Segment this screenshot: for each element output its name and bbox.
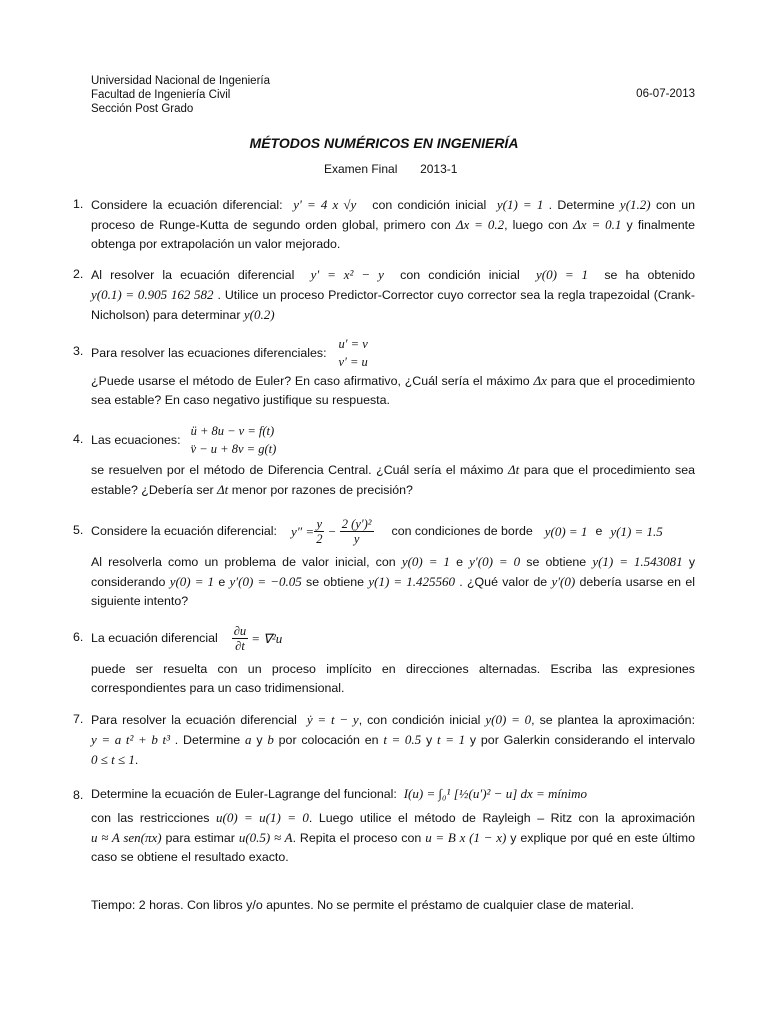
- question-4: [73, 420, 695, 495]
- equation: u = B x (1 − x): [425, 830, 507, 845]
- equation-system: [339, 335, 368, 371]
- question-number: 6.: [73, 630, 84, 644]
- equation: Δx = 0.1: [573, 217, 622, 232]
- text: se resuelven por el método de Diferencia Central. ¿Cuál sería el máximo: [91, 463, 504, 477]
- text: por colocación en: [278, 733, 379, 747]
- faculty-name: Facultad de Ingeniería Civil: [91, 89, 231, 101]
- equation: y(1.2): [619, 197, 651, 212]
- text: para que el procedimiento sea estable? ¿Debería ser: [91, 463, 695, 497]
- equation: u ≈ A sen(πx): [91, 830, 162, 845]
- section-name: Sección Post Grado: [91, 103, 194, 115]
- text: .: [134, 753, 139, 767]
- text: La ecuación diferencial: [91, 630, 218, 645]
- question-text: [91, 195, 695, 254]
- text: Para resolver la ecuación diferencial: [91, 713, 297, 727]
- equation: t = 1: [437, 732, 466, 747]
- question-text: [91, 512, 695, 611]
- text: Al resolver la ecuación diferencial: [91, 268, 295, 282]
- text: se ha obtenido: [604, 268, 695, 282]
- equation: y(0.2): [243, 307, 275, 322]
- equation: I(u) = ∫₀¹ [½(u′)² − u] dx = mínimo: [403, 786, 588, 801]
- question-1: [73, 195, 695, 255]
- text: , se plantea la aproximación:: [531, 713, 696, 727]
- equation: y(0) = 1: [544, 523, 588, 539]
- minus-sign: −: [328, 523, 336, 539]
- question-6: [73, 620, 695, 695]
- exam-date: 06-07-2013: [636, 88, 695, 100]
- fraction-numerator: y: [314, 517, 324, 532]
- text: y considerando: [91, 555, 696, 589]
- equation: u(0) = u(1) = 0: [216, 810, 309, 825]
- text: . Determine: [548, 198, 615, 212]
- fraction-denominator: ∂t: [235, 638, 245, 653]
- exam-subtitle: [324, 162, 457, 176]
- equation: ü + 8u − v = f(t): [190, 424, 275, 438]
- equation: y(1) = 1.543081: [592, 554, 683, 569]
- text: debería usarse en el siguiente intento?: [91, 575, 695, 608]
- equation: y(1) = 1.5: [610, 523, 663, 539]
- question-5: [73, 512, 695, 612]
- question-intro: [91, 620, 695, 656]
- text: menor por razones de precisión?: [231, 483, 413, 497]
- fraction-numerator: 2 (y′)²: [341, 516, 372, 531]
- question-2: [73, 265, 695, 325]
- text: se obtiene: [306, 575, 365, 589]
- text: Las ecuaciones:: [91, 432, 181, 447]
- equation: y' = 4 x √y: [293, 197, 357, 212]
- question-number: 7.: [73, 712, 84, 726]
- text: y finalmente obtenga por extrapolación un valor mejorado.: [91, 218, 695, 251]
- text: e: [456, 555, 463, 569]
- equation: y = a t² + b t³: [91, 732, 170, 747]
- footer-note: Tiempo: 2 horas. Con libros y/o apuntes. No se permite el préstamo de cualquier clase de material.: [91, 898, 634, 912]
- equation: Δx = 0.2: [455, 217, 505, 232]
- text: Considere la ecuación diferencial:: [91, 523, 277, 538]
- text: con un proceso de Runge-Kutta de segundo orden global, primero con: [91, 198, 696, 232]
- question-number: 3.: [73, 344, 84, 358]
- equation: y′(0) = −0.05: [229, 574, 302, 589]
- question-text: [91, 784, 695, 867]
- question-intro: [91, 512, 695, 550]
- institution-header: [91, 74, 270, 116]
- text: . Determine: [174, 733, 241, 747]
- text: con condición inicial: [400, 268, 520, 282]
- text: e: [218, 575, 226, 589]
- equation: y″ =: [290, 523, 315, 539]
- university-name: Universidad Nacional de Ingeniería: [91, 75, 270, 87]
- equation: v′ = u: [338, 355, 368, 369]
- equation: v̈ − u + 8v = g(t): [190, 442, 277, 456]
- text: puede ser resuelta con un proceso implícito en direcciones alternadas. Escriba las expresiones correspondientes para un caso tridimensional.: [91, 662, 695, 695]
- text: para estimar: [165, 831, 235, 845]
- text: con las restricciones: [91, 811, 210, 825]
- equation: y(0) = 1: [169, 574, 215, 589]
- equation: y(0) = 1: [401, 554, 450, 569]
- text: Para resolver las ecuaciones diferenciales:: [91, 345, 327, 360]
- question-intro: [91, 420, 695, 460]
- page-title: MÉTODOS NUMÉRICOS EN INGENIERÍA: [249, 135, 519, 151]
- equation-system: [191, 422, 277, 458]
- text: , con condición inicial: [358, 713, 481, 727]
- equation: y′(0): [551, 574, 576, 589]
- text: , luego con: [504, 218, 569, 232]
- text: Determine la ecuación de Euler-Lagrange del funcional:: [91, 787, 397, 801]
- fraction-denominator: 2: [316, 531, 323, 546]
- question-text: [91, 620, 695, 698]
- text: y: [256, 733, 263, 747]
- text: para que el procedimiento sea estable? En caso negativo justifique su respuesta.: [91, 374, 695, 407]
- question-number: 1.: [73, 197, 84, 211]
- equation: a: [245, 732, 252, 747]
- equation: Δt: [508, 462, 520, 477]
- question-intro: [91, 335, 695, 371]
- text: . Luego utilice el método de Rayleigh – Ritz con la aproximación: [308, 811, 695, 825]
- fraction: [314, 517, 324, 546]
- text: ¿Puede usarse el método de Euler? En caso afirmativo, ¿Cuál sería el máximo: [91, 374, 530, 388]
- equation: y′(0) = 0: [469, 554, 521, 569]
- text: Considere la ecuación diferencial:: [91, 198, 283, 212]
- equation: ẏ = t − y: [306, 712, 359, 727]
- text: con condición inicial: [372, 198, 487, 212]
- question-number: 8.: [73, 788, 84, 802]
- equation: y(1) = 1.425560: [368, 574, 455, 589]
- question-8: [73, 784, 695, 864]
- question-text: [91, 710, 695, 770]
- text: con condiciones de borde: [391, 523, 533, 538]
- question-number: 5.: [73, 523, 84, 537]
- equation: y(0) = 0: [485, 712, 532, 727]
- text: y explique por qué en este último caso se obtiene el resultado exacto.: [91, 831, 695, 864]
- question-text: [91, 335, 695, 410]
- question-7: [73, 710, 695, 770]
- fraction: [232, 624, 248, 653]
- question-text: [91, 265, 695, 325]
- equation: b: [267, 732, 274, 747]
- text: . Utilice un proceso Predictor-Corrector cuyo corrector sea la regla trapezoidal (Crank-Nicholson) para determinar: [91, 288, 696, 322]
- equation: y(0) = 1: [535, 267, 589, 282]
- text: y por Galerkin considerando el intervalo: [469, 733, 696, 747]
- equation: y' = x² − y: [310, 267, 384, 282]
- equation: y(0.1) = 0.905 162 582: [91, 287, 214, 302]
- text: se obtiene: [526, 555, 587, 569]
- exam-name: Examen Final: [324, 162, 398, 176]
- equation: 0 ≤ t ≤ 1: [91, 752, 135, 767]
- text: e: [595, 523, 603, 538]
- text: y: [425, 733, 433, 747]
- fraction-denominator: y: [353, 531, 360, 546]
- question-text: [91, 420, 695, 500]
- text: Al resolverla como un problema de valor inicial, con: [91, 555, 396, 569]
- question-number: 4.: [73, 432, 84, 446]
- equation: u′ = v: [338, 337, 368, 351]
- equation: t = 0.5: [383, 732, 422, 747]
- equation: = ∇²u: [251, 630, 283, 646]
- equation: Δt: [217, 482, 229, 497]
- question-number: 2.: [73, 267, 84, 281]
- fraction: [340, 517, 374, 546]
- question-3: [73, 335, 695, 405]
- equation: u(0.5) ≈ A: [238, 830, 293, 845]
- text: . Repita el proceso con: [292, 831, 422, 845]
- equation: Δx: [533, 373, 547, 388]
- equation: y(1) = 1: [496, 197, 544, 212]
- text: . ¿Qué valor de: [459, 575, 548, 589]
- fraction-numerator: ∂u: [233, 623, 247, 638]
- exam-term: 2013-1: [420, 162, 458, 176]
